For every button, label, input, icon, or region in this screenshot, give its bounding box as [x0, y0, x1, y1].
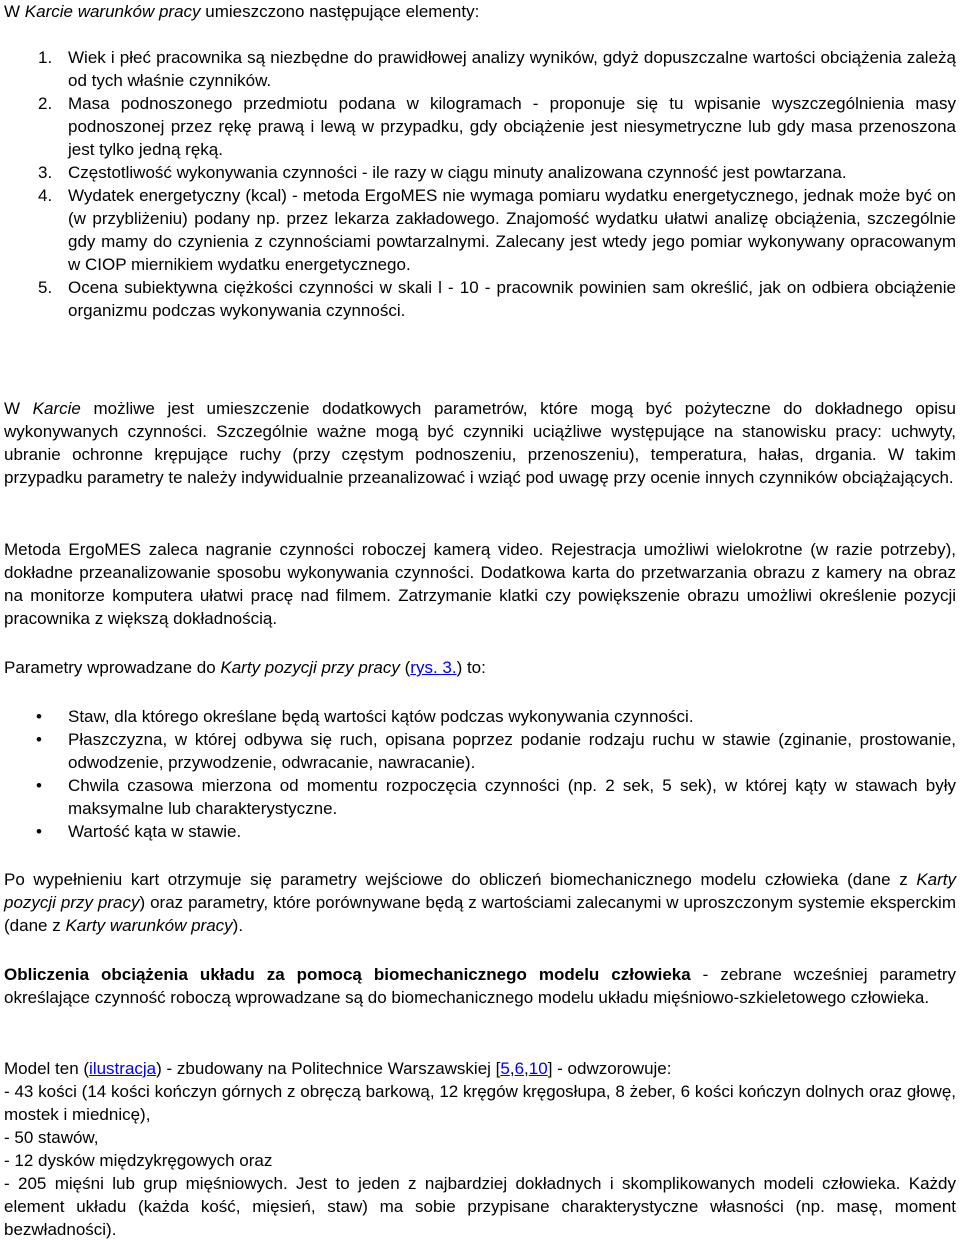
list-item [0, 92, 956, 161]
paragraph-params [4, 656, 956, 679]
paragraph-model [4, 1057, 956, 1241]
list-item [0, 161, 956, 184]
model-line: - 205 mięśni lub grup mięśniowych. Jest to jeden z najbardziej dokładnych i skomplikowanych modeli człowieka. Każdy element układu (każda kość, mięsień, staw) ma sobie przypisane charakterystyczne własności (np. masę, moment bezwładności). [4, 1174, 956, 1239]
intro-paragraph [4, 0, 956, 23]
model-line: - 43 kości (14 kości kończyn górnych z obręczą barkową, 12 kręgów kręgosłupa, 8 żeber, 6 kości kończyn dolnych oraz głowę, mostek i miednicę), [4, 1082, 956, 1124]
text-run: Model ten ( [4, 1059, 90, 1078]
bold-heading-run: Obliczenia obciążenia układu za pomocą biomechanicznego modelu człowieka [4, 965, 691, 984]
bullet-text: Wartość kąta w stawie. [68, 822, 242, 841]
paragraph-karcie [4, 397, 956, 489]
item-number: 3. [38, 163, 53, 182]
text-run: ] - odwzorowuje: [547, 1059, 672, 1078]
list-item [0, 46, 956, 92]
bullet-icon: • [36, 707, 42, 726]
text-run: ( [399, 658, 411, 677]
list-item [0, 276, 956, 322]
bullet-item [0, 705, 956, 728]
bullet-item [0, 774, 956, 820]
item-number: 4. [38, 186, 53, 205]
text-run: Po wypełnieniu kart otrzymuje się parametry wejściowe do obliczeń biomechanicznego modelu człowieka (dane z [4, 870, 917, 889]
bullet-item [0, 728, 956, 774]
bullet-icon: • [36, 730, 42, 749]
text-run: ) oraz parametry, które porównywane będą z wartościami zalecanymi w uproszczonym systemie eksperckim (dane z [4, 893, 956, 935]
item-text: Częstotliwość wykonywania czynności - ile razy w ciągu minuty analizowana czynność jest powtarzana. [68, 163, 847, 182]
bullet-list [0, 705, 956, 843]
paragraph-after [4, 868, 956, 937]
reference-link-10[interactable]: 10 [528, 1059, 548, 1078]
italic-run: Karty warunków pracy [65, 916, 233, 935]
text-run: W [4, 399, 33, 418]
item-text: Wydatek energetyczny (kcal) - metoda ErgoMES nie wymaga pomiaru wydatku energetycznego, jednak może być on (w przybliżeniu) podany np. przez lekarza zakładowego. Znajomość wydatku ułatwi analizę obciążenia, szczególnie gdy mamy do czynienia z czynnościami powtarzalnymi. Zalecany jest wtedy jego pomiar wykonywany opracowanym w CIOP miernikiem wydatku energetycznego. [68, 186, 956, 274]
text-run: możliwe jest umieszczenie dodatkowych parametrów, które mogą być pożyteczne do dokładnego opisu wykonywanych czynności. Szczególnie ważne mogą być czynniki uciążliwe występujące na stanowisku pracy: uchwyty, ubranie ochronne krępujące ruchy (przy częstym podnoszeniu, przenoszeniu), temperatura, hałas, drgania. W takim przypadku parametry te należy indywidualnie przeanalizować i wziąć pod uwagę przy ocenie innych czynników obciążających. [4, 399, 956, 487]
text-run: ). [232, 916, 244, 935]
figure-link[interactable]: rys. 3. [410, 658, 457, 677]
model-line: - 12 dysków międzykręgowych oraz [4, 1151, 273, 1170]
bullet-item [0, 820, 956, 843]
model-intro-line [4, 1057, 956, 1080]
bullet-icon: • [36, 822, 42, 841]
text-run: - zebrane wcześniej parametry określające czynność roboczą wprowadzane są do biomechanicznego modelu układu mięśniowo-szkieletowego człowieka. [4, 965, 956, 1007]
bullet-text: Chwila czasowa mierzona od momentu rozpoczęcia czynności (np. 2 sek, 5 sek), w której kąty w stawach były maksymalne lub charakterystyczne. [68, 776, 956, 818]
item-text: Ocena subiektywna ciężkości czynności w skali l - 10 - pracownik powinien sam określić, jak on odbiera obciążenie organizmu podczas wykonywania czynności. [68, 278, 956, 320]
bullet-text: Płaszczyzna, w której odbywa się ruch, opisana poprzez podanie rodzaju ruchu w stawie (zginanie, prostowanie, odwodzenie, przywodzenie, odwracanie, nawracanie). [68, 730, 956, 772]
bullet-text: Staw, dla którego określane będą wartości kątów podczas wykonywania czynności. [68, 707, 694, 726]
numbered-list [0, 46, 956, 322]
italic-run: Karcie [32, 399, 81, 418]
item-text: Wiek i płeć pracownika są niezbędne do prawidłowej analizy wyników, gdyż dopuszczalne wartości obciążenia zależą od tych właśnie czynników. [68, 48, 956, 90]
reference-link-5[interactable]: 5 [500, 1059, 510, 1078]
text-run: ) - zbudowany na Politechnice Warszawskiej [ [156, 1059, 501, 1078]
item-number: 5. [38, 278, 53, 297]
paragraph-video: Metoda ErgoMES zaleca nagranie czynności roboczej kamerą video. Rejestracja umożliwi wielokrotne (w razie potrzeby), dokładne przeanalizowanie sposobu wykonywania czynności. Dodatkowa karta do przetwarzania obrazu z kamery na obraz na monitorze komputera ułatwi pracę nad filmem. Zatrzymanie klatki czy powiększenie obrazu umożliwi określenie pozycji pracownika z większą dokładnością. [4, 540, 956, 628]
intro-prefix: W [4, 2, 25, 21]
item-number: 1. [38, 48, 53, 67]
italic-run: Karty pozycji przy pracy [4, 870, 956, 912]
paragraph-obliczenia [4, 963, 956, 1009]
italic-run: Karty pozycji przy pracy [220, 658, 400, 677]
item-number: 2. [38, 94, 53, 113]
intro-suffix: umieszczono następujące elementy: [200, 2, 480, 21]
intro-italic: Karcie warunków pracy [24, 2, 201, 21]
reference-link-6[interactable]: 6 [514, 1059, 525, 1078]
text-run: , [509, 1059, 515, 1078]
text-run: Parametry wprowadzane do [4, 658, 221, 677]
bullet-icon: • [36, 776, 42, 795]
illustration-link[interactable]: ilustracja [89, 1059, 157, 1078]
text-run: ) to: [456, 658, 486, 677]
model-line: - 50 stawów, [4, 1128, 99, 1147]
text-run: , [524, 1059, 529, 1078]
item-text: Masa podnoszonego przedmiotu podana w kilogramach - proponuje się tu wpisanie wyszczególnienia masy podnoszonej przez rękę prawą i lewą w przypadku, gdy obciążenie jest niesymetryczne lub gdy masa przenoszona jest tylko jedną ręką. [68, 94, 956, 159]
list-item [0, 184, 956, 276]
